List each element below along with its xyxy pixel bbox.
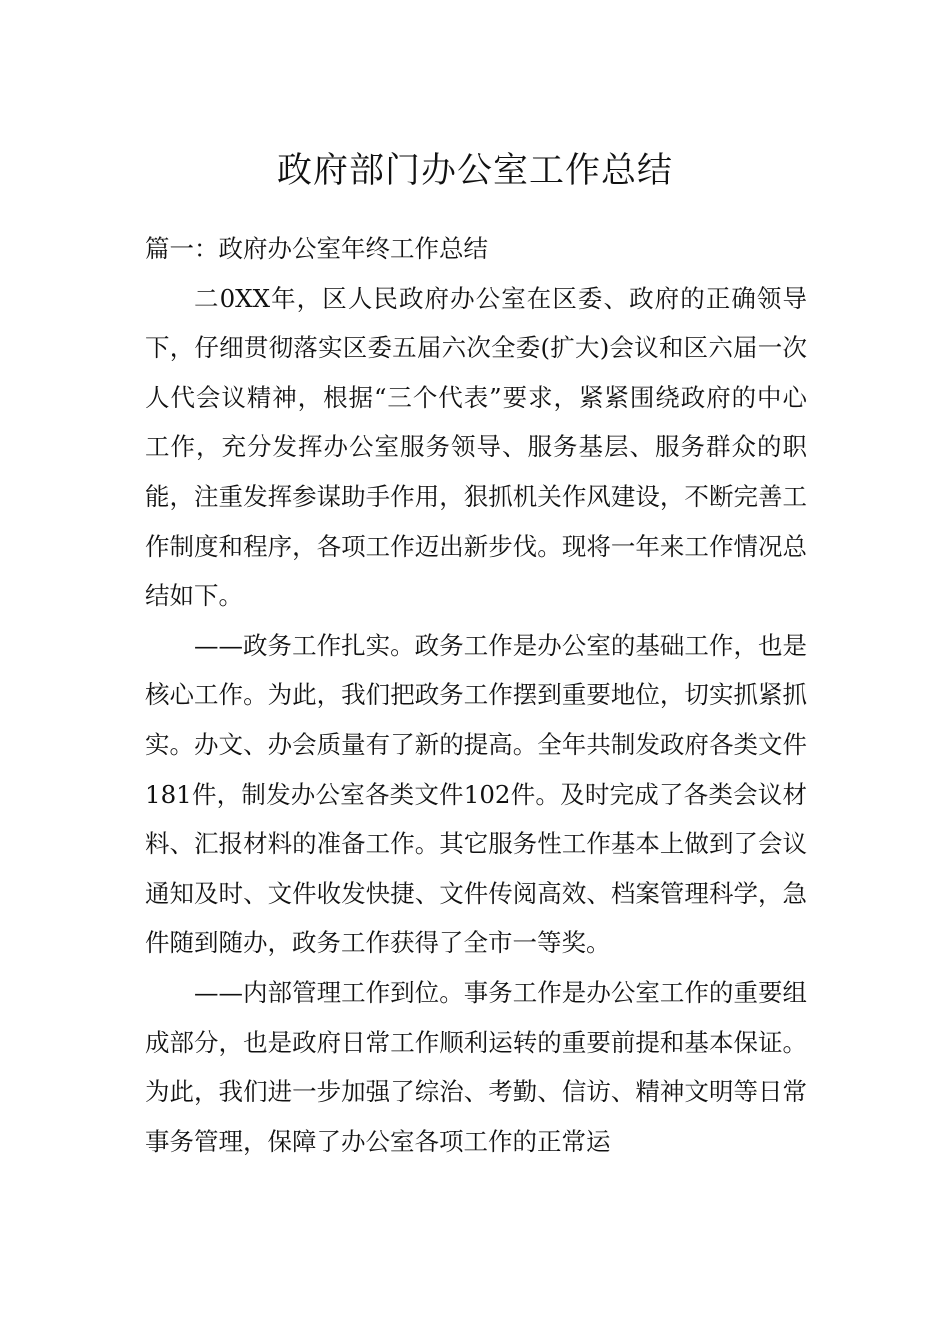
paragraph-intro: 二0XX年，区人民政府办公室在区委、政府的正确领导下，仔细贯彻落实区委五届六次全委(扩大)会议和区六届一次人代会议精神，根据“三个代表”要求，紧紧围绕政府的中心工作，充分发挥办公室服务领导、服务基层、服务群众的职能，注重发挥参谋助手作用，狠抓机关作风建设，不断完善工作制度和程序，各项工作迈出新步伐。现将一年来工作情况总结如下。 xyxy=(145,283,807,611)
paragraph-internal-management: ——内部管理工作到位。事务工作是办公室工作的重要组成部分，也是政府日常工作顺利运转的重要前提和基本保证。为此，我们进一步加强了综治、考勤、信访、精神文明等日常事务管理，保障了办公室各项工作的正常运 xyxy=(145,977,807,1156)
document-body xyxy=(145,224,807,1166)
paragraph-government-affairs: ——政务工作扎实。政务工作是办公室的基础工作，也是核心工作。为此，我们把政务工作摆到重要地位，切实抓紧抓实。办文、办会质量有了新的提高。全年共制发政府各类文件181件，制发办公室各类文件102件。及时完成了各类会议材料、汇报材料的准备工作。其它服务性工作基本上做到了会议通知及时、文件收发快捷、文件传阅高效、档案管理科学，急件随到随办，政务工作获得了全市一等奖。 xyxy=(145,630,807,958)
page-title: 政府部门办公室工作总结 xyxy=(276,151,673,192)
section-heading: 篇一：政府办公室年终工作总结 xyxy=(145,234,488,263)
